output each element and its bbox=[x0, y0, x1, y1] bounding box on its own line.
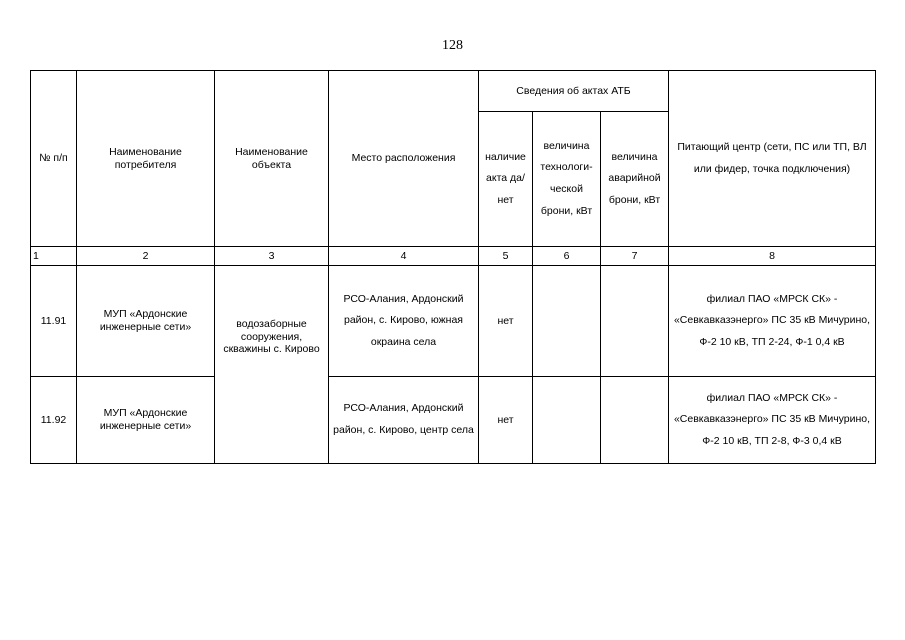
header-col-object: Наименование объекта bbox=[215, 71, 329, 247]
row-number: 11.91 bbox=[31, 266, 77, 377]
row-emergency-reserve bbox=[601, 377, 669, 464]
column-number-row bbox=[31, 247, 876, 266]
page-number: 128 bbox=[442, 38, 463, 53]
column-number: 8 bbox=[669, 247, 876, 266]
header-sub-act: наличие акта да/нет bbox=[479, 112, 533, 247]
table-row bbox=[31, 377, 876, 464]
row-tech-reserve bbox=[533, 266, 601, 377]
header-sub-tech-reserve: величина технологи- ческой брони, кВт bbox=[533, 112, 601, 247]
header-col-no: № п/п bbox=[31, 71, 77, 247]
column-number: 5 bbox=[479, 247, 533, 266]
row-consumer: МУП «Ардонские инженерные сети» bbox=[77, 377, 215, 464]
row-consumer: МУП «Ардонские инженерные сети» bbox=[77, 266, 215, 377]
row-location: РСО-Алания, Ардонский район, с. Кирово, южная окраина села bbox=[329, 266, 479, 377]
row-power-center: филиал ПАО «МРСК СК» - «Севкавказэнерго» ПС 35 кВ Мичурино, Ф-2 10 кВ, ТП 2-8, Ф-3 0,4 кВ bbox=[669, 377, 876, 464]
row-power-center: филиал ПАО «МРСК СК» - «Севкавказэнерго» ПС 35 кВ Мичурино, Ф-2 10 кВ, ТП 2-24, Ф-1 0,4 кВ bbox=[669, 266, 876, 377]
column-number: 2 bbox=[77, 247, 215, 266]
row-act: нет bbox=[479, 266, 533, 377]
header-col-consumer: Наименование потребителя bbox=[77, 71, 215, 247]
column-number: 4 bbox=[329, 247, 479, 266]
table-row bbox=[31, 266, 876, 377]
row-act: нет bbox=[479, 377, 533, 464]
row-tech-reserve bbox=[533, 377, 601, 464]
row-number: 11.92 bbox=[31, 377, 77, 464]
row-emergency-reserve bbox=[601, 266, 669, 377]
consumers-table bbox=[30, 70, 876, 464]
column-number: 1 bbox=[31, 247, 77, 266]
row-location: РСО-Алания, Ардонский район, с. Кирово, центр села bbox=[329, 377, 479, 464]
column-number: 7 bbox=[601, 247, 669, 266]
header-row-top bbox=[31, 71, 876, 112]
row-object-shared: водозаборные сооружения, скважины с. Кирово bbox=[215, 266, 329, 464]
header-col-location: Место расположения bbox=[329, 71, 479, 247]
column-number: 3 bbox=[215, 247, 329, 266]
column-number: 6 bbox=[533, 247, 601, 266]
header-group-atb: Сведения об актах АТБ bbox=[479, 71, 669, 112]
header-col-power-center: Питающий центр (сети, ПС или ТП, ВЛ или фидер, точка подключения) bbox=[669, 71, 876, 247]
header-sub-emergency-reserve: величина аварийной брони, кВт bbox=[601, 112, 669, 247]
